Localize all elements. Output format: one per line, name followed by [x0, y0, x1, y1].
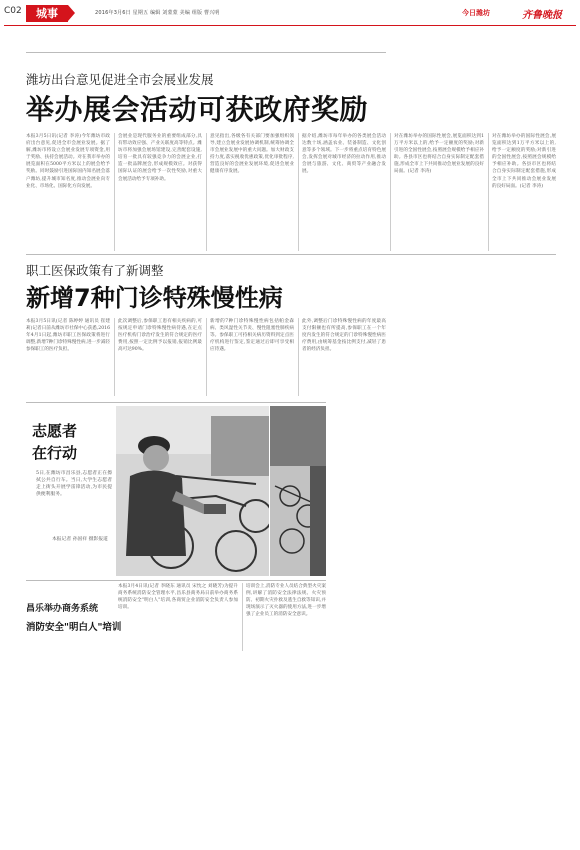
article3-column: 培训会上,消防专业人员结合典型火灾案例,讲解了消防安全法律法规、火灾预防、初期火灾扑救及逃生自救等知识,并现场演示了灭火器的使用方法,进一步增强了企业员工的消防安全意识。 — [246, 584, 326, 618]
news-photo-volunteer — [116, 406, 269, 576]
article3-column: 本报3月4日讯(记者 李晓东 通讯员 宋忱之 刘晓芳)为提升商务系统消防安全管理水平,昌乐县商务局日前举办商务系统消防安全"明白人"培训,各商贸企业消防安全负责人参加培训。 — [118, 584, 238, 611]
divider — [26, 402, 326, 403]
article3-subhead: 昌乐举办商务系统 — [26, 604, 99, 614]
column-rule — [114, 133, 115, 251]
photo-byline: 本报记者 孙国祥 摄影报道 — [52, 537, 108, 542]
volunteer-title-line1: 志愿者 — [32, 422, 78, 440]
volunteer-title — [32, 420, 77, 464]
column-rule — [298, 318, 299, 396]
article2-column: 此次调整后,参保职工患有相关疾病的,可按规定申请门诊特殊慢性病待遇,在定点医疗机构门诊治疗发生的符合规定的医疗费用,按照一定比例予以报销,报销比例最高可达90%。 — [118, 319, 202, 353]
column-rule — [298, 133, 299, 251]
photo-illustration — [116, 406, 269, 576]
article1-column: 会展业是现代服务业的重要组成部分,具有带动效应强、产业关联度高等特点。潍坊市将加强会展场馆建设,完善配套设施,培育一批具有较强竞争力的会展企业,打造一批品牌展会,形成规模效应。对获得国际认证的展会给予一次性奖励,对重大会展活动给予专项补助。 — [118, 134, 202, 182]
dateline: 2016年3月6日 星期五 编辑 刘蒙蒙 美编 组版 曹兴明 — [95, 10, 220, 16]
article1-column: 对在潍坊举办的国际性展会,展览面积达到1万平方米以上的,给予一定额度的奖励;对新引进的全国性展会,按照展会规模给予相应补助。各县市区也将结合自身实际制定配套措施,形成全市上下共同推动会展业发展的良好局面。(记者 李涛) — [492, 134, 556, 189]
article2-subhead: 职工医保政策有了新调整 — [26, 263, 164, 278]
section-badge: 城事 — [26, 5, 68, 22]
photo-caption: 5日,在潍坊市昌乐县,志愿者正在擦拭公共自行车。当日,大学生志愿者走上街头开展学雷锋活动,为市民提供便利服务。 — [36, 471, 112, 498]
article1-column: 意见指出,各级各有关部门要加强组织领导,建立会展业发展协调机制,统筹协调全市会展业发展中的重大问题。加大财政支持力度,落实税收优惠政策,优化审批程序,营造良好的会展业发展环境,促进会展业健康有序发展。 — [210, 134, 294, 175]
article1-column: 对在潍坊举办的国际性展会,展览面积达到1万平方米以上的,给予一定额度的奖励;对新引进的全国性展会,按照展会规模给予相应补助。各县市区也将结合自身实际制定配套措施,形成全市上下共同推动会展业发展的良好局面。(记者 李涛) — [394, 134, 484, 175]
article3-headline: 消防安全"明白人"培训 — [26, 622, 122, 633]
column-rule — [242, 583, 243, 651]
photo-illustration-bikes — [270, 406, 326, 576]
divider — [26, 254, 556, 255]
article2-column: 本报3月5日讯(记者 陈婷婷 通讯员 崔建莉)记者日前从潍坊市社保中心获悉,2016年4月1日起,潍坊市职工医保政策将进行调整,新增7种门诊特殊慢性病,进一步减轻参保职工的医疗负担。 — [26, 319, 110, 353]
column-rule — [206, 133, 207, 251]
article1-column: 据介绍,潍坊市每年举办的各类展会活动达数十场,涵盖农业、装备制造、文化创意等多个领域。下一步将重点培育特色展会,发挥会展对城市经济的拉动作用,推动会展与旅游、文化、商贸等产业融合发展。 — [302, 134, 386, 175]
article2-column: 此外,调整后门诊特殊慢性病的年度最高支付限额也有所提高,参保职工在一个年度内发生的符合规定的门诊特殊慢性病医疗费用,由统筹基金按比例支付,减轻了患者的经济负担。 — [302, 319, 386, 353]
masthead-logo: 齐鲁晚报 — [522, 10, 562, 21]
tagline: 今日潍坊 — [462, 9, 490, 17]
page-number: C02 — [4, 6, 22, 16]
column-rule — [114, 318, 115, 396]
article1-subhead: 潍坊出台意见促进全市会展业发展 — [26, 72, 214, 87]
page-header — [0, 0, 580, 26]
section-arrow-icon — [68, 5, 75, 21]
column-rule — [390, 133, 391, 251]
article2-column: 新增的7种门诊特殊慢性病包括帕金森病、类风湿性关节炎、慢性阻塞性肺疾病等。参保职工可持相关病历资料到定点医疗机构进行鉴定,鉴定通过后即可享受相应待遇。 — [210, 319, 294, 353]
article1-headline: 举办展会活动可获政府奖励 — [26, 93, 369, 126]
column-rule — [206, 318, 207, 396]
divider — [26, 52, 386, 53]
article1-column: 本报3月5日讯(记者 李涛)今年潍坊市政府出台意见,促进全市会展业发展。据了解,潍坊市将设立会展业发展专项资金,用于奖励、扶持会展活动。对在我市举办的展览面积在5000平方米以上的展会给予奖励。同时鼓励引进国际国内知名展会落户潍坊,提升城市知名度,推动会展业向专业化、市场化、国际化方向发展。 — [26, 134, 110, 189]
header-rule — [4, 25, 576, 26]
article2-headline: 新增7种门诊特殊慢性病 — [26, 284, 283, 312]
volunteer-title-line2: 在行动 — [32, 444, 78, 462]
column-rule — [488, 133, 489, 251]
divider — [26, 580, 326, 581]
news-photo-bikes — [270, 406, 326, 576]
